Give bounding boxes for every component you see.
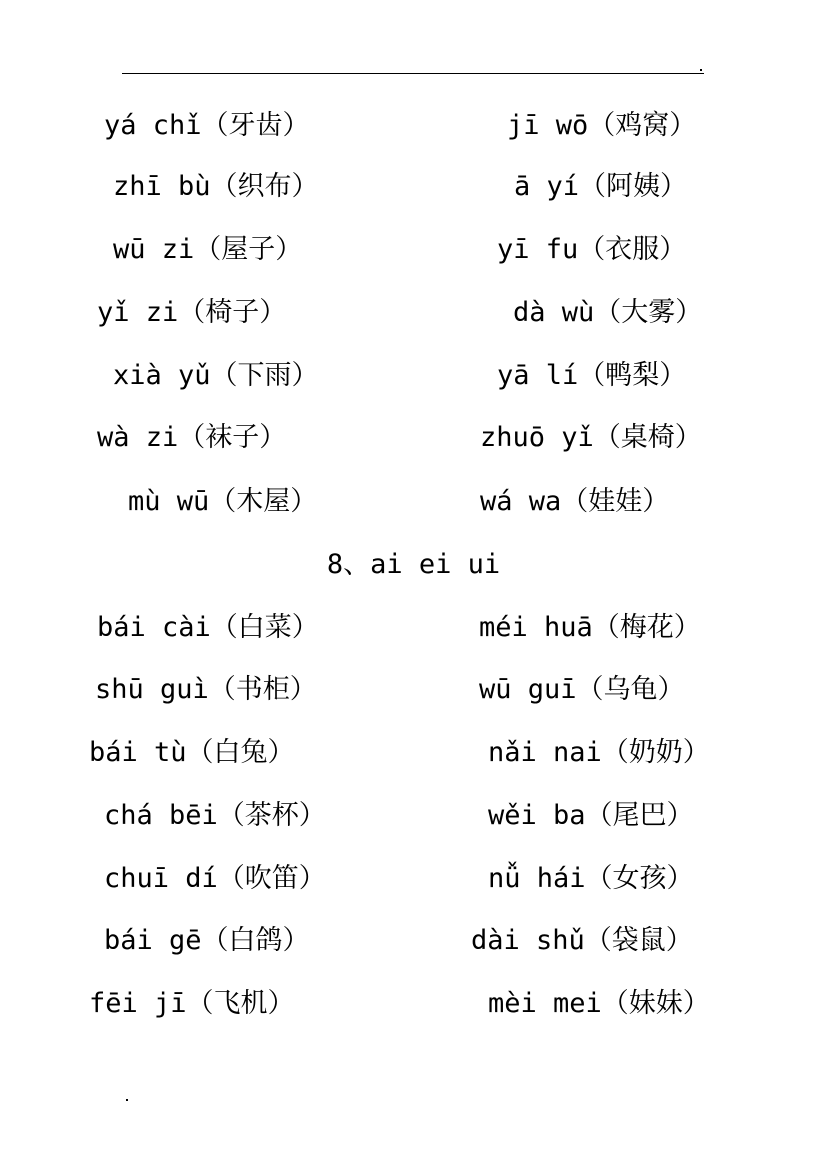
word-row — [0, 606, 827, 650]
footer-dot — [126, 1099, 128, 1101]
word-left: xià yǔ（下雨） — [113, 360, 319, 391]
word-left: mù wū（木屋） — [128, 486, 318, 517]
word-row — [0, 165, 827, 209]
word-right: wū guī（乌龟） — [479, 674, 685, 705]
word-row — [0, 668, 827, 712]
word-row — [0, 291, 827, 335]
word-row — [0, 354, 827, 398]
word-row — [0, 919, 827, 963]
word-left: wà zi（袜子） — [97, 422, 287, 453]
word-right: mèi mei（妹妹） — [488, 988, 710, 1019]
word-right: dà wù（大雾） — [513, 297, 703, 328]
word-left: chuī dí（吹笛） — [104, 863, 326, 894]
word-right: méi huā（梅花） — [479, 612, 701, 643]
word-left: fēi jī（飞机） — [89, 988, 295, 1019]
section-heading: 8、ai ei ui — [326, 549, 501, 580]
word-left: wū zi（屋子） — [113, 234, 303, 265]
word-right: yī fu（衣服） — [497, 234, 687, 265]
word-row — [0, 416, 827, 460]
word-row — [0, 104, 827, 148]
word-row — [0, 794, 827, 838]
word-row — [0, 857, 827, 901]
word-left: bái tù（白兔） — [89, 737, 295, 768]
header-dot — [700, 69, 702, 71]
word-right: ā yí（阿姨） — [514, 171, 688, 202]
word-row — [0, 228, 827, 272]
word-row — [0, 731, 827, 775]
word-left: bái cài（白菜） — [97, 612, 319, 643]
word-right: jī wō（鸡窝） — [507, 110, 697, 141]
word-left: chá bēi（茶杯） — [104, 800, 326, 831]
word-left: yǐ zi（椅子） — [97, 297, 287, 328]
word-left: shū guì（书柜） — [95, 674, 317, 705]
word-right: nǚ hái（女孩） — [488, 863, 694, 894]
word-right: dài shǔ（袋鼠） — [471, 925, 693, 956]
header-rule — [122, 73, 704, 74]
word-right: wá wa（娃娃） — [480, 486, 670, 517]
word-right: yā lí（鸭梨） — [497, 360, 687, 391]
word-row — [0, 480, 827, 524]
word-left: yá chǐ（牙齿） — [104, 110, 310, 141]
word-right: wěi ba（尾巴） — [488, 800, 694, 831]
word-left: zhī bù（织布） — [113, 171, 319, 202]
word-right: zhuō yǐ（桌椅） — [480, 422, 702, 453]
word-right: nǎi nai（奶奶） — [488, 737, 710, 768]
word-row — [0, 982, 827, 1026]
word-left: bái gē（白鸽） — [104, 925, 310, 956]
